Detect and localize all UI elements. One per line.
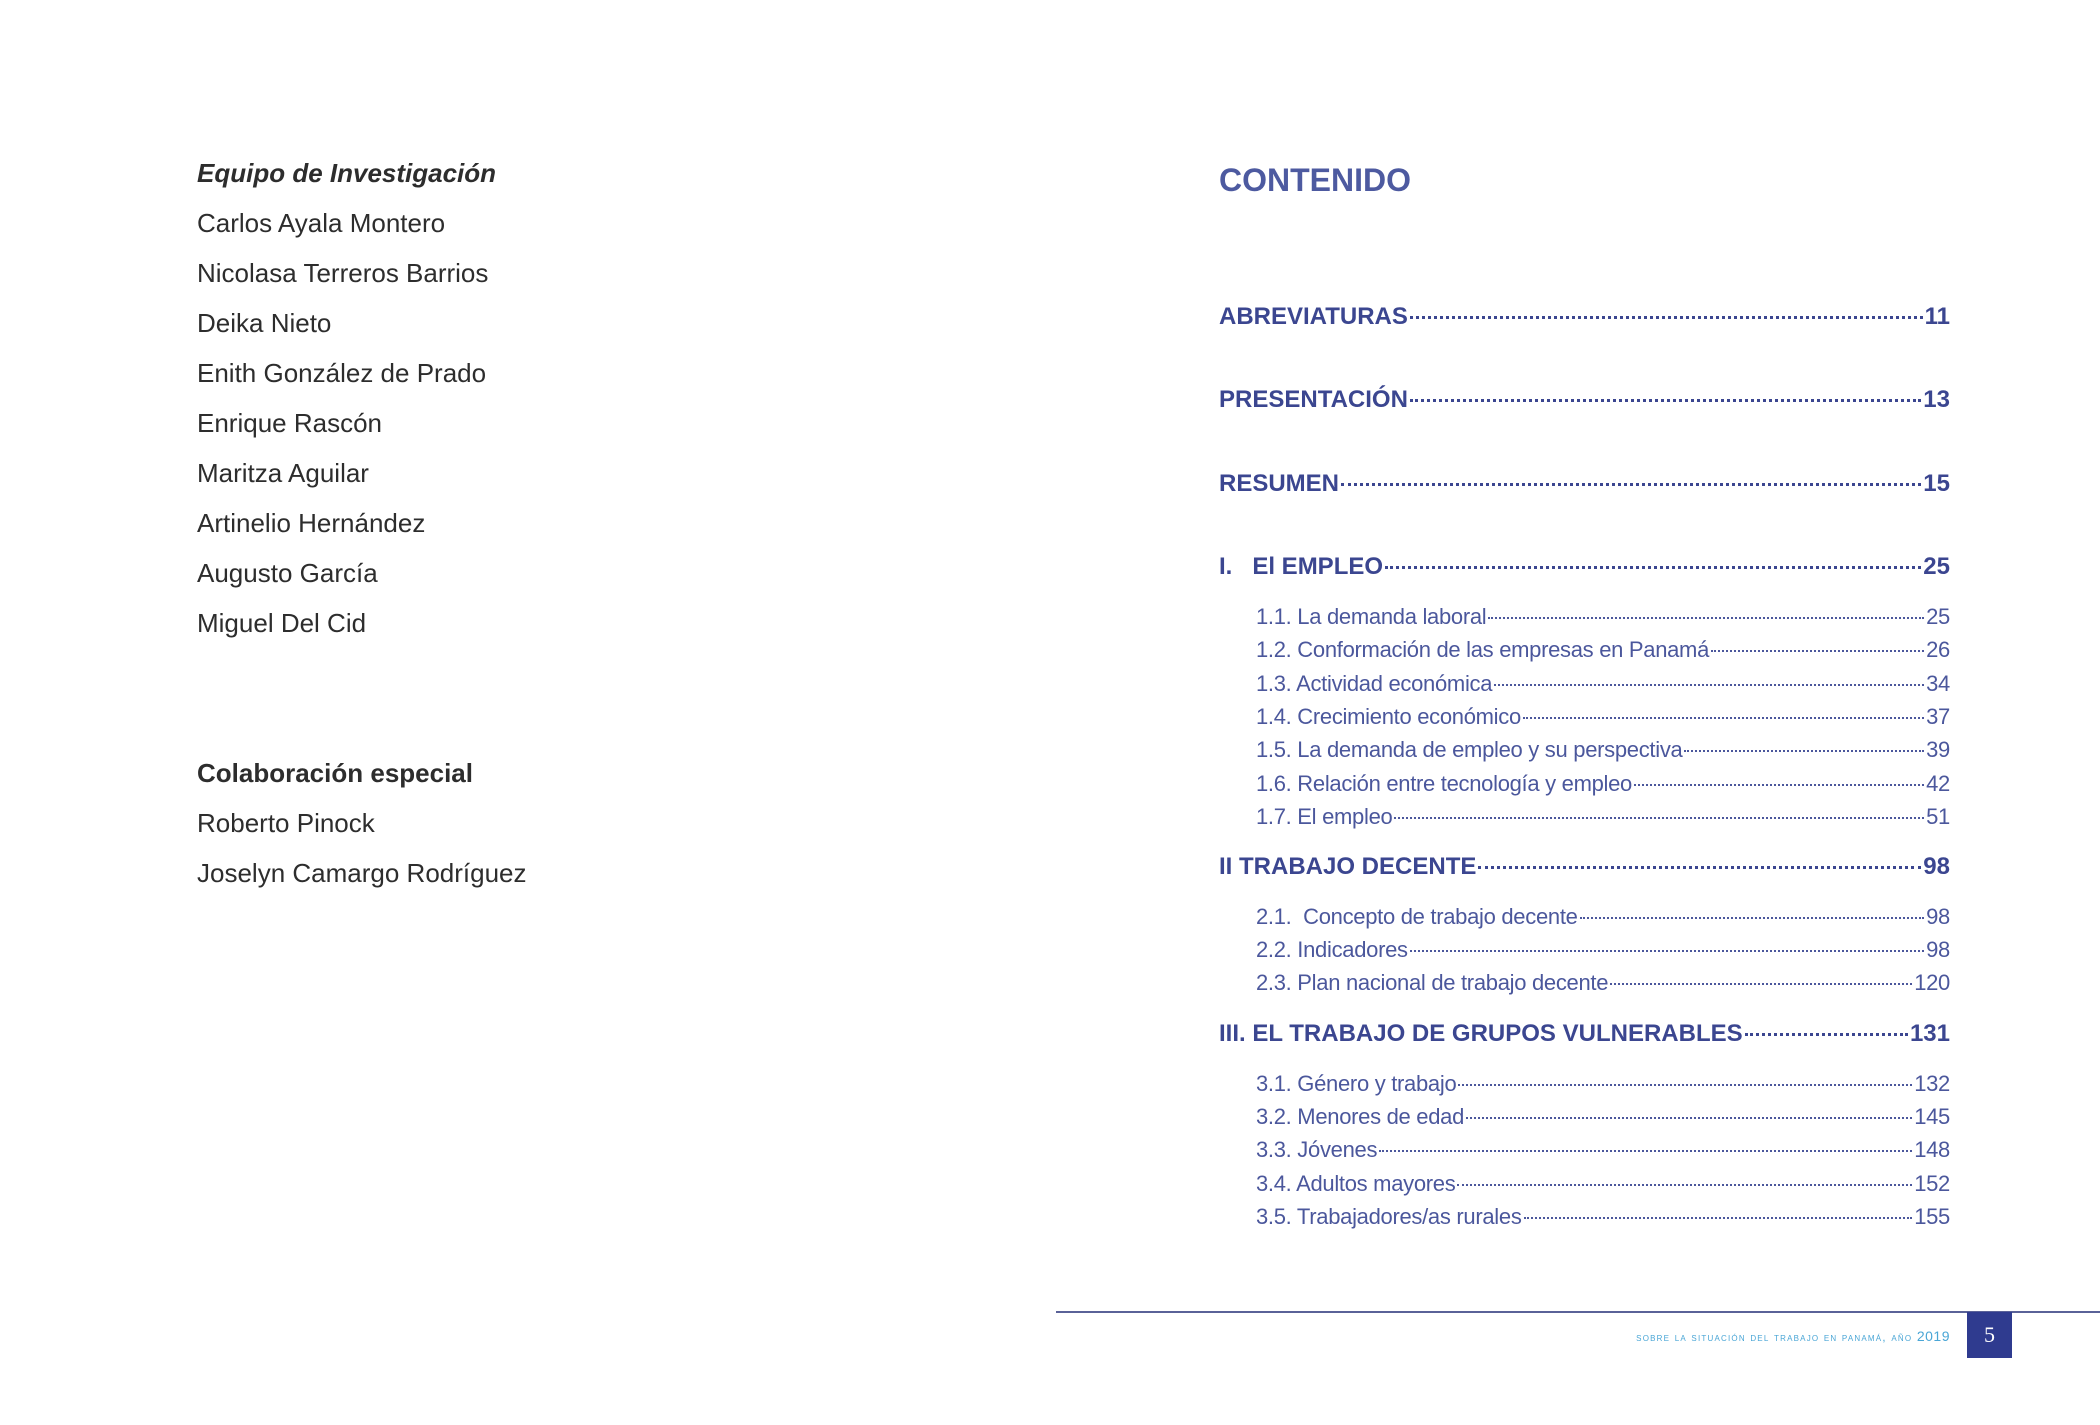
- toc-entry-label: III. EL TRABAJO DE GRUPOS VULNERABLES: [1219, 1020, 1743, 1047]
- team-member: Miguel Del Cid: [197, 608, 367, 638]
- toc-entry-label: 1.2. Conformación de las empresas en Panamá: [1256, 637, 1710, 662]
- toc-entry-page: 155: [1914, 1204, 1950, 1229]
- toc-subentry[interactable]: [1256, 602, 1950, 632]
- toc-entry[interactable]: [1219, 383, 1950, 417]
- dot-leader: [1580, 917, 1925, 919]
- credits-column: [197, 148, 897, 898]
- dot-leader: [1488, 617, 1924, 619]
- toc-subentry[interactable]: [1256, 1202, 1950, 1232]
- toc-subentry[interactable]: [1256, 635, 1950, 665]
- team-heading: Equipo de Investigación: [197, 158, 497, 188]
- toc-entry-label: 3.3. Jóvenes: [1256, 1137, 1378, 1162]
- toc-entry[interactable]: [1219, 550, 1950, 584]
- team-member: Augusto García: [197, 558, 378, 588]
- toc-entry[interactable]: [1219, 467, 1950, 501]
- toc-entry-label: RESUMEN: [1219, 470, 1340, 497]
- dot-leader: [1394, 817, 1924, 819]
- toc-entry-page: 37: [1926, 704, 1950, 729]
- toc-entry-page: 15: [1923, 470, 1950, 497]
- toc-entry-page: 98: [1923, 853, 1950, 880]
- dot-leader: [1410, 399, 1921, 402]
- toc-entry-label: 1.6. Relación entre tecnología y empleo: [1256, 771, 1632, 796]
- team-member: Enrique Rascón: [197, 408, 382, 438]
- dot-leader: [1341, 483, 1921, 486]
- toc-subentry[interactable]: [1256, 802, 1950, 832]
- toc-entry-label: PRESENTACIÓN: [1219, 386, 1408, 413]
- toc-entry-page: 51: [1926, 804, 1950, 829]
- team-member: Nicolasa Terreros Barrios: [197, 258, 489, 288]
- toc-subentry[interactable]: [1256, 968, 1950, 998]
- collaborator: Roberto Pinock: [197, 808, 375, 838]
- toc-entry-page: 131: [1909, 1020, 1950, 1047]
- dot-leader: [1523, 717, 1924, 719]
- footer-rule: [1056, 1311, 2100, 1313]
- toc-entry-page: 152: [1914, 1171, 1950, 1196]
- toc-subentry[interactable]: [1256, 902, 1950, 932]
- toc-entry-page: 26: [1926, 637, 1950, 662]
- toc-title: CONTENIDO: [1219, 162, 1411, 198]
- toc-entry-label: 3.5. Trabajadores/as rurales: [1256, 1204, 1522, 1229]
- team-member: Deika Nieto: [197, 308, 332, 338]
- dot-leader: [1410, 316, 1923, 319]
- toc-entry[interactable]: [1219, 850, 1950, 884]
- toc-entry-page: 39: [1926, 737, 1950, 762]
- dot-leader: [1478, 866, 1921, 869]
- toc-subentry[interactable]: [1256, 669, 1950, 699]
- toc-entry-label: ABREVIATURAS: [1219, 303, 1408, 330]
- toc-entry-page: 42: [1926, 771, 1950, 796]
- toc-entry-page: 148: [1914, 1137, 1950, 1162]
- collaborator: Joselyn Camargo Rodríguez: [197, 858, 527, 888]
- team-member: Maritza Aguilar: [197, 458, 369, 488]
- table-of-contents: [1219, 0, 1950, 1300]
- toc-subentry[interactable]: [1256, 735, 1950, 765]
- toc-entry-label: 2.1. Concepto de trabajo decente: [1256, 904, 1578, 929]
- page-number: 5: [1984, 1322, 1995, 1347]
- running-title: sobre la situación del trabajo en panamá, año: [1636, 1330, 1913, 1344]
- toc-subentry[interactable]: [1256, 935, 1950, 965]
- toc-entry-page: 13: [1923, 386, 1950, 413]
- dot-leader: [1494, 684, 1924, 686]
- toc-entry-page: 25: [1923, 553, 1950, 580]
- dot-leader: [1524, 1217, 1913, 1219]
- toc-subentry[interactable]: [1256, 769, 1950, 799]
- dot-leader: [1610, 983, 1912, 985]
- toc-entry-label: 3.1. Género y trabajo: [1256, 1071, 1457, 1096]
- running-footer: [1636, 1326, 1950, 1347]
- toc-subentry[interactable]: [1256, 1069, 1950, 1099]
- dot-leader: [1410, 950, 1924, 952]
- toc-entry-page: 145: [1914, 1104, 1950, 1129]
- dot-leader: [1711, 650, 1924, 652]
- dot-leader: [1745, 1033, 1908, 1036]
- toc-entry-page: 34: [1926, 671, 1950, 696]
- toc-entry-page: 98: [1926, 937, 1950, 962]
- toc-entry-page: 132: [1914, 1071, 1950, 1096]
- toc-subentry[interactable]: [1256, 1102, 1950, 1132]
- toc-entry-page: 120: [1914, 970, 1950, 995]
- toc-entry[interactable]: [1219, 1017, 1950, 1051]
- toc-entry-label: 3.2. Menores de edad: [1256, 1104, 1465, 1129]
- toc-entry-label: 1.1. La demanda laboral: [1256, 604, 1487, 629]
- dot-leader: [1385, 566, 1921, 569]
- dot-leader: [1466, 1117, 1912, 1119]
- toc-entry-label: 1.4. Crecimiento económico: [1256, 704, 1521, 729]
- dot-leader: [1684, 750, 1924, 752]
- toc-entry-label: 1.5. La demanda de empleo y su perspectiva: [1256, 737, 1683, 762]
- toc-entry-label: II TRABAJO DECENTE: [1219, 853, 1477, 880]
- toc-entry-label: I. El EMPLEO: [1219, 553, 1384, 580]
- team-member: Enith González de Prado: [197, 358, 487, 388]
- toc-entry-page: 25: [1926, 604, 1950, 629]
- toc-entry-label: 3.4. Adultos mayores: [1256, 1171, 1456, 1196]
- toc-subentry[interactable]: [1256, 702, 1950, 732]
- toc-entry-label: 2.2. Indicadores: [1256, 937, 1408, 962]
- toc-entry-label: 1.7. El empleo: [1256, 804, 1393, 829]
- toc-entry-label: 2.3. Plan nacional de trabajo decente: [1256, 970, 1609, 995]
- dot-leader: [1379, 1150, 1912, 1152]
- toc-subentry[interactable]: [1256, 1169, 1950, 1199]
- dot-leader: [1458, 1084, 1912, 1086]
- dot-leader: [1457, 1184, 1912, 1186]
- dot-leader: [1634, 784, 1924, 786]
- toc-entry-page: 11: [1924, 303, 1950, 330]
- page-number-badge: [1967, 1312, 2012, 1358]
- team-member: Artinelio Hernández: [197, 508, 426, 538]
- collaboration-heading: Colaboración especial: [197, 758, 473, 788]
- team-member: Carlos Ayala Montero: [197, 208, 446, 238]
- toc-subentry[interactable]: [1256, 1135, 1950, 1165]
- toc-entry-label: 1.3. Actividad económica: [1256, 671, 1493, 696]
- toc-entry[interactable]: [1219, 300, 1950, 334]
- footer-year: 2019: [1916, 1328, 1950, 1344]
- toc-entry-page: 98: [1926, 904, 1950, 929]
